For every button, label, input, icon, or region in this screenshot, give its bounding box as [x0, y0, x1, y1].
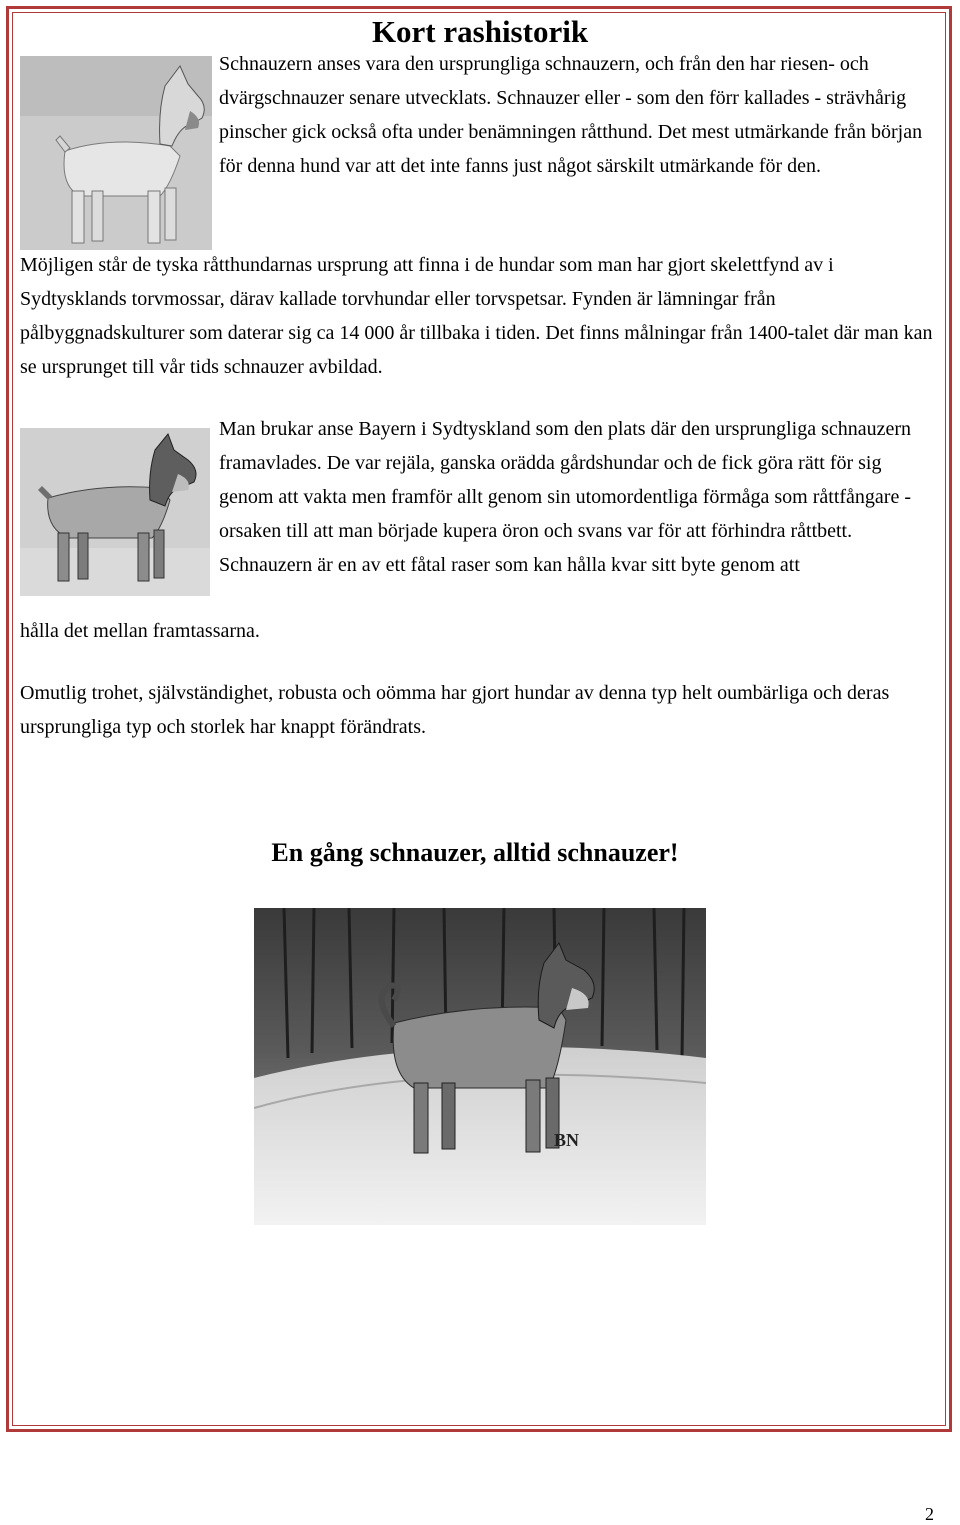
paragraph-bavaria: Man brukar anse Bayern i Sydtyskland som den plats där den ursprungliga schnauzern framavlades. De var rejäla, ganska orädda gårdshundar och de fick göra rätt för sig genom att vakta men framför allt genom sin utomordentliga förmåga som råttfångare - orsaken till att man började kupera öron och svans var för att förhindra råttbett. Schnauzern är en av ett fåtal raser som kan hålla kvar sitt byte genom att [219, 418, 912, 576]
paragraph-origins: Möjligen står de tyska råtthundarnas ursprung att finna i de hundar som man har gjort skelettfynd av i Sydtysklands torvmossar, därav kallade torvhundar eller torvspetsar. Fynden är lämningar från pålbyggnadskulturer som daterar sig ca 14 000 år tillbaka i tiden. Det finns målningar från 1400-talet där man kan se ursprunget till vår tids schnauzer avbildad. [20, 254, 933, 378]
photo-signature: BN [554, 1130, 580, 1150]
paragraph-loyalty: Omutlig trohet, självständighet, robusta och oömma har gjort hundar av denna typ helt oumbärliga och deras ursprungliga typ och storlek har knappt förändrats. [20, 682, 890, 738]
schnauzer-photo-3 [254, 908, 706, 1225]
schnauzer-photo-2 [20, 428, 210, 596]
page-title: Kort rashistorik [371, 14, 589, 49]
schnauzer-photo-3-image [254, 908, 706, 1225]
schnauzer-photo-1-image [20, 56, 212, 250]
page-number: 2 [925, 1504, 934, 1524]
paragraph-bavaria-continuation: hålla det mellan framtassarna. [20, 620, 260, 642]
schnauzer-photo-2-image [20, 428, 210, 596]
schnauzer-photo-1 [20, 56, 212, 250]
motto-heading: En gång schnauzer, alltid schnauzer! [271, 838, 679, 867]
paragraph-intro: Schnauzern anses vara den ursprungliga schnauzern, och från den har riesen- och dvärgschnauzer senare utvecklats. Schnauzer eller - som den förr kallades - strävhårig pinscher gick också ofta under benämningen råtthund. Det mest utmärkande från början för denna hund var att det inte fanns just något särskilt utmärkande för den. [219, 53, 923, 177]
